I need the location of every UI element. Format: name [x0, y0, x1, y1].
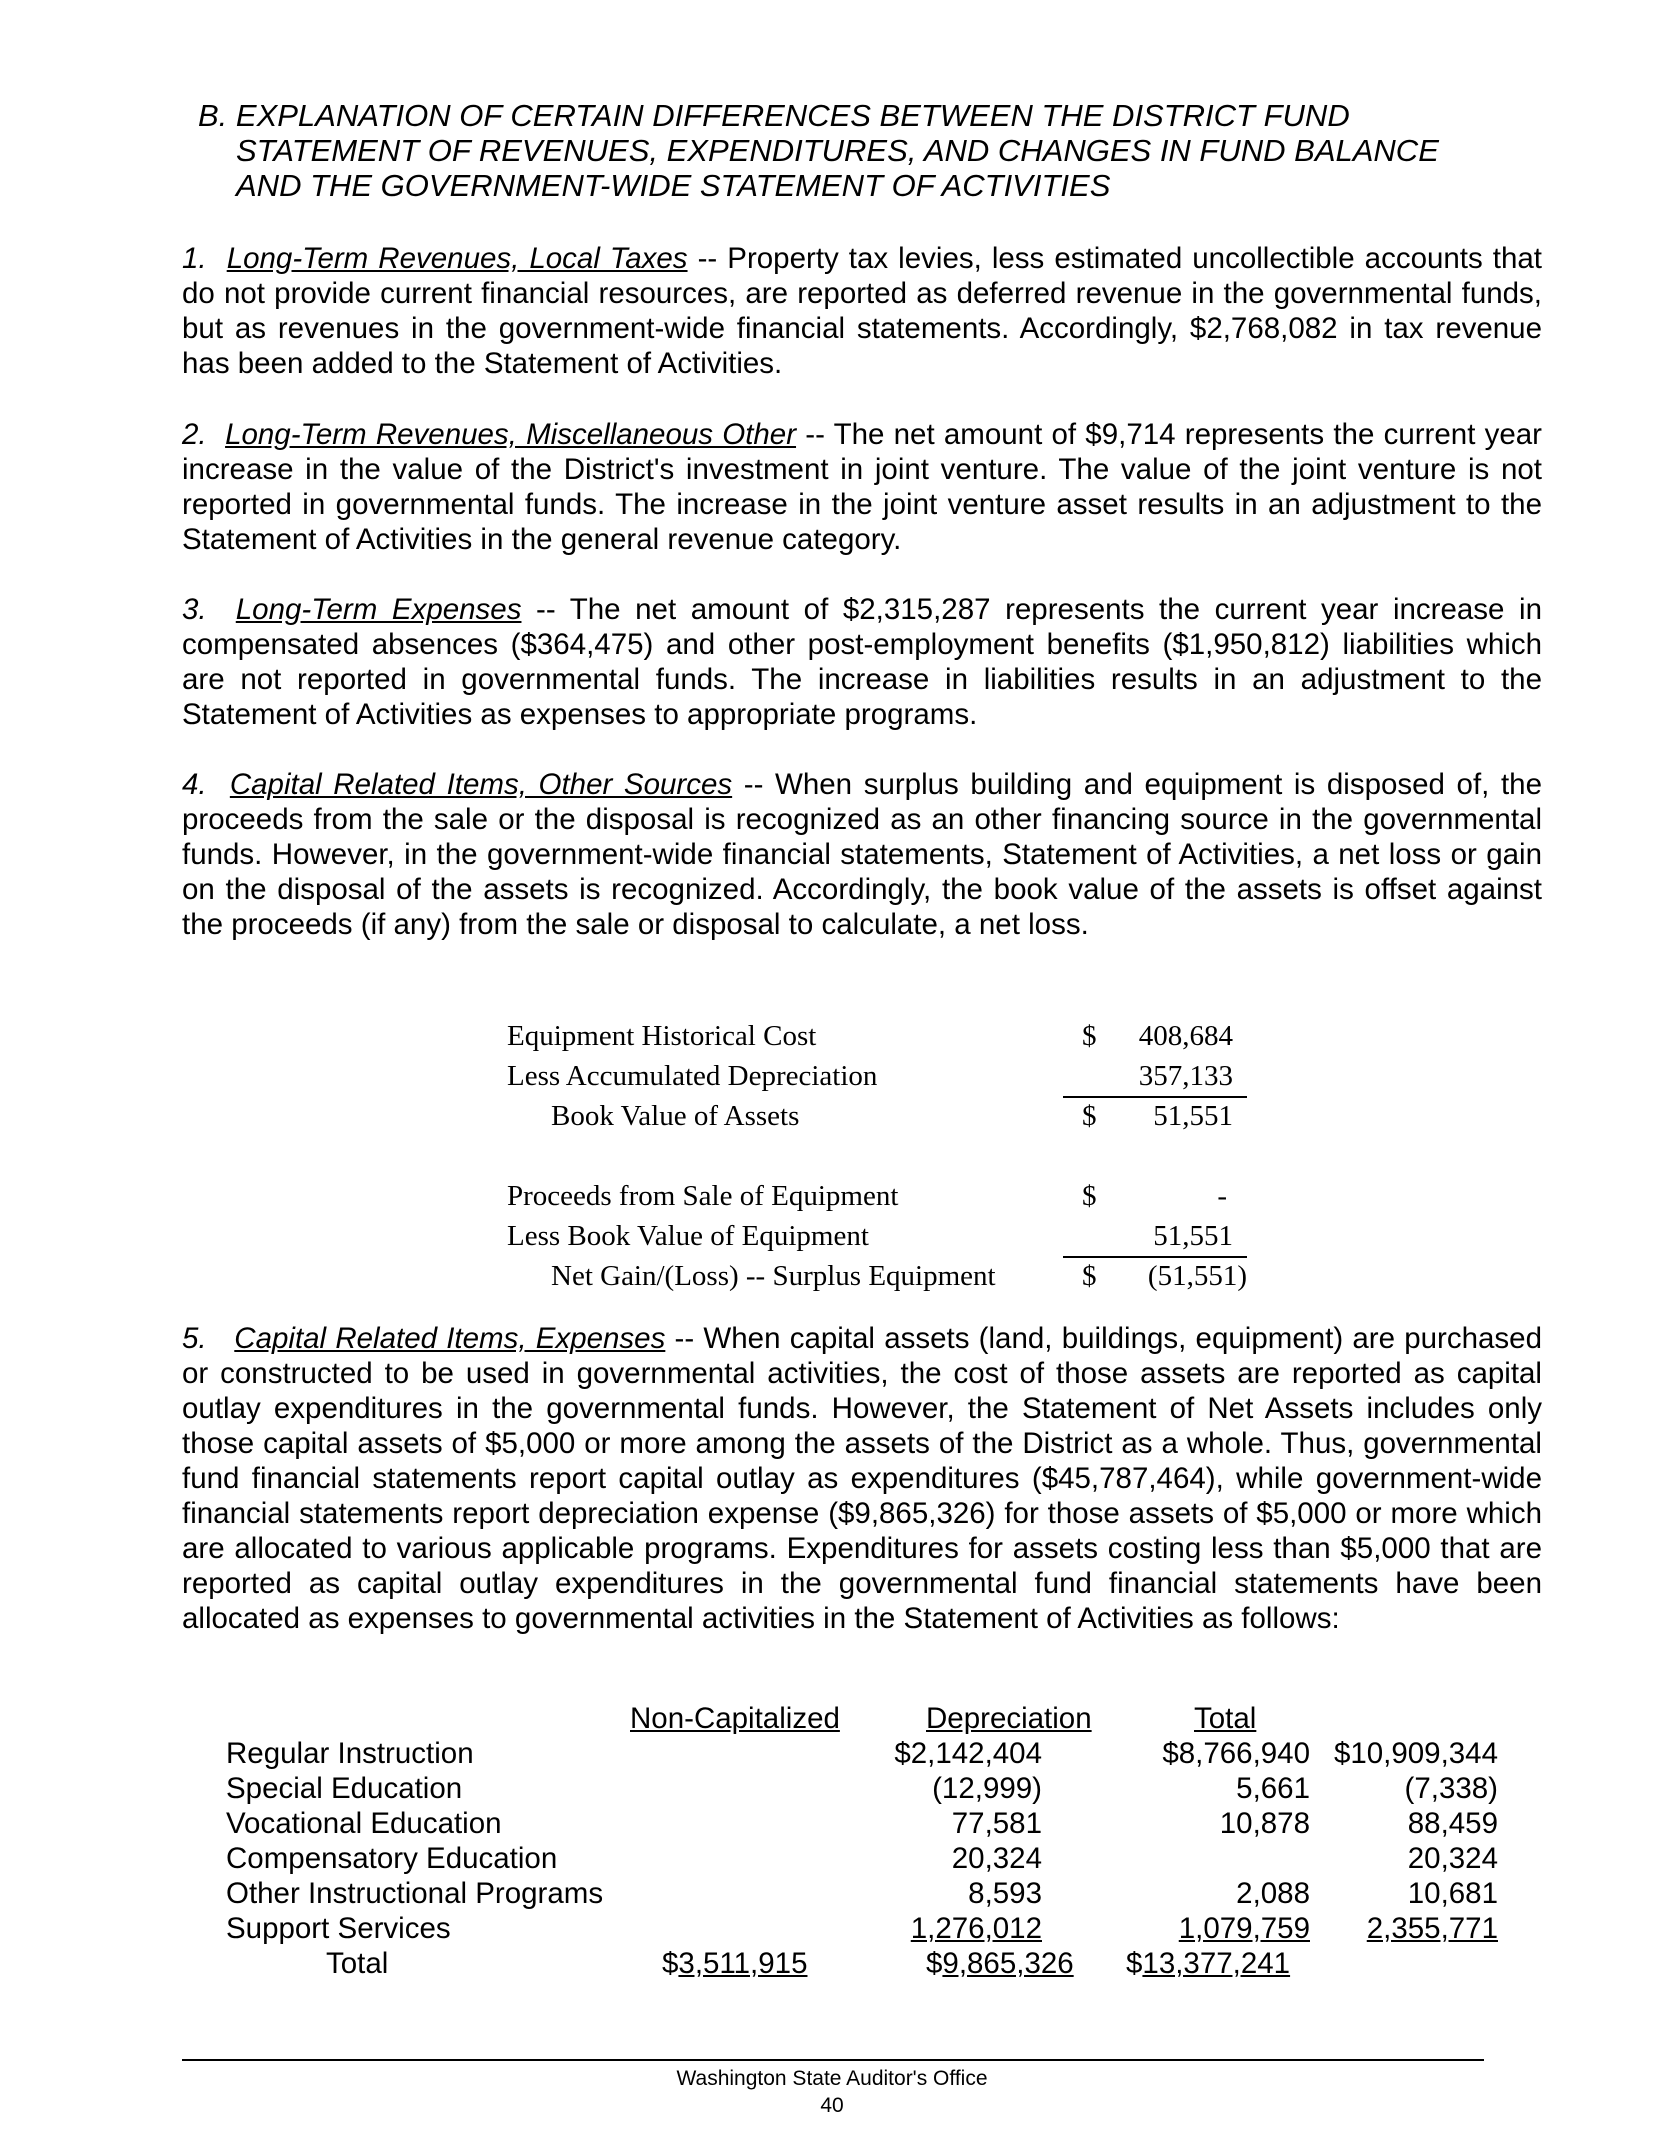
- item-title: Long-Term Revenues, Miscellaneous Other: [225, 418, 797, 451]
- row-label: Less Accumulated Depreciation: [507, 1060, 878, 1092]
- table-header-row: [226, 1701, 1346, 1736]
- paragraph-4: [182, 767, 1542, 942]
- table-row: [226, 1736, 1498, 1771]
- table-row: [226, 1911, 1498, 1946]
- item-title: Capital Related Items, Expenses: [234, 1322, 666, 1355]
- heading-line-3: AND THE GOVERNMENT-WIDE STATEMENT OF ACTIVITIES: [236, 168, 1111, 203]
- item-text: -- When capital assets (land, buildings, equipment) are purchased or constructed to be used in governmental activities, the cost of those assets are reported as capital outlay expenditures in the governmental funds. However, the Statement of Net Assets includes only those capital assets of $5,000 or more among the assets of the District as a whole. Thus, governmental fund financial statements report capital outlay as expenditures ($45,787,464), while government-wide financial statements report depreciation expense ($9,865,326) for those assets of $5,000 or more which are allocated to various applicable programs. Expenditures for assets costing less than $5,000 that are reported as capital outlay expenditures in the governmental fund financial statements have been allocated as expenses to governmental activities in the Statement of Activities as follows:: [182, 1322, 1542, 1635]
- paragraph-1: [182, 241, 1542, 381]
- item-number: 2.: [182, 418, 207, 451]
- heading-line-1: B. EXPLANATION OF CERTAIN DIFFERENCES BETWEEN THE DISTRICT FUND: [198, 98, 1350, 133]
- section-heading: [198, 98, 1538, 203]
- row-amount: 51,551: [1153, 1100, 1233, 1132]
- item-text: -- The net amount of $9,714 represents the current year increase in the value of the District's investment in joint venture. The value of the joint venture is not reported in governmental funds. The increase in the joint venture asset results in an adjustment to the Statement of Activities in the general revenue category.: [182, 418, 1542, 556]
- footer-rule: [182, 2059, 1484, 2061]
- table-row: [507, 1016, 1247, 1056]
- item-number: 3.: [182, 593, 207, 626]
- depreciation-cell: $8,766,940: [1162, 1737, 1310, 1770]
- row-amount: 357,133: [1138, 1060, 1233, 1092]
- table-row: [507, 1176, 1247, 1216]
- depreciation-cell: 2,088: [1236, 1877, 1310, 1910]
- item-text: -- When surplus building and equipment is disposed of, the proceeds from the sale or the disposal is recognized as an other financing source in the governmental funds. However, in the government-wide financial statements, Statement of Activities, a net loss or gain on the disposal of the assets is recognized. Accordingly, the book value of the assets is offset against the proceeds (if any) from the sale or disposal to calculate, a net loss.: [182, 768, 1542, 941]
- currency-symbol: $: [1082, 1100, 1097, 1132]
- allocation-table: [226, 1701, 1498, 1981]
- item-title: Long-Term Revenues, Local Taxes: [226, 242, 688, 275]
- row-label: Total: [326, 1947, 389, 1980]
- row-label: Proceeds from Sale of Equipment: [507, 1180, 899, 1212]
- page-number: 40: [820, 2094, 844, 2117]
- depreciation-cell: 10,878: [1219, 1807, 1310, 1840]
- row-amount: -: [1217, 1180, 1227, 1212]
- cell-value: 9,865,326: [942, 1947, 1074, 1980]
- noncap-cell: 1,276,012: [910, 1912, 1042, 1945]
- total-dep-cell: [926, 1946, 1074, 1981]
- currency-symbol: $: [1082, 1180, 1097, 1212]
- table-row: [507, 1216, 1247, 1256]
- noncap-cell: 20,324: [951, 1842, 1042, 1875]
- net-gain-table: [507, 1176, 1247, 1296]
- table-row: [507, 1256, 1247, 1296]
- currency-symbol: $: [1082, 1260, 1097, 1292]
- total-noncap-cell: [662, 1946, 807, 1981]
- item-number: 4.: [182, 768, 207, 801]
- currency-symbol: $: [662, 1947, 679, 1980]
- row-label: Net Gain/(Loss) -- Surplus Equipment: [551, 1260, 996, 1292]
- row-amount: 408,684: [1138, 1020, 1233, 1052]
- item-title: Long-Term Expenses: [235, 593, 522, 626]
- cell-value: 13,377,241: [1142, 1947, 1291, 1980]
- column-header: Depreciation: [926, 1702, 1092, 1735]
- row-label: Book Value of Assets: [551, 1100, 800, 1132]
- cell-value: 3,511,915: [678, 1947, 808, 1980]
- table-row: [226, 1876, 1498, 1911]
- total-cell: $10,909,344: [1333, 1737, 1498, 1770]
- column-header: Non-Capitalized: [630, 1702, 840, 1735]
- noncap-cell: $2,142,404: [894, 1737, 1042, 1770]
- column-header: Total: [1194, 1702, 1257, 1735]
- noncap-cell: (12,999): [932, 1772, 1042, 1805]
- program-cell: Support Services: [226, 1912, 451, 1945]
- total-cell: 2,355,771: [1366, 1912, 1498, 1945]
- item-number: 1.: [182, 242, 207, 275]
- depreciation-cell: 5,661: [1236, 1772, 1310, 1805]
- item-number: 5.: [182, 1322, 207, 1355]
- total-total-cell: [1126, 1946, 1290, 1981]
- row-label: Equipment Historical Cost: [507, 1020, 817, 1052]
- table-row: [226, 1806, 1498, 1841]
- item-title: Capital Related Items, Other Sources: [229, 768, 733, 801]
- row-amount: 51,551: [1153, 1220, 1233, 1252]
- heading-line-2: STATEMENT OF REVENUES, EXPENDITURES, AND CHANGES IN FUND BALANCE: [236, 133, 1439, 168]
- program-cell: Other Instructional Programs: [226, 1877, 604, 1910]
- paragraph-2: [182, 417, 1542, 557]
- currency-symbol: $: [926, 1947, 943, 1980]
- table-row: [507, 1056, 1247, 1096]
- program-cell: Vocational Education: [226, 1807, 502, 1840]
- item-text: -- The net amount of $2,315,287 represents the current year increase in compensated absences ($364,475) and other post-employment benefits ($1,950,812) liabilities which are not reported in governmental funds. The increase in liabilities results in an adjustment to the Statement of Activities as expenses to appropriate programs.: [182, 593, 1542, 731]
- item-text: -- Property tax levies, less estimated uncollectible accounts that do not provide current financial resources, are reported as deferred revenue in the governmental funds, but as revenues in the government-wide financial statements. Accordingly, $2,768,082 in tax revenue has been added to the Statement of Activities.: [182, 242, 1542, 380]
- total-cell: 20,324: [1407, 1842, 1498, 1875]
- paragraph-5: [182, 1321, 1542, 1636]
- paragraph-3: [182, 592, 1542, 732]
- noncap-cell: 8,593: [968, 1877, 1042, 1910]
- book-value-table: [507, 1016, 1247, 1136]
- row-label: Less Book Value of Equipment: [507, 1220, 869, 1252]
- table-row: [507, 1096, 1247, 1136]
- program-cell: Compensatory Education: [226, 1842, 558, 1875]
- depreciation-cell: 1,079,759: [1178, 1912, 1310, 1945]
- currency-symbol: $: [1126, 1947, 1143, 1980]
- noncap-cell: 77,581: [951, 1807, 1042, 1840]
- program-cell: Special Education: [226, 1772, 463, 1805]
- total-cell: 10,681: [1407, 1877, 1498, 1910]
- row-amount: (51,551): [1147, 1260, 1247, 1292]
- table-row: [226, 1841, 1498, 1876]
- program-cell: Regular Instruction: [226, 1737, 474, 1770]
- currency-symbol: $: [1082, 1020, 1097, 1052]
- footer-office: Washington State Auditor's Office: [676, 2067, 988, 2090]
- total-cell: (7,338): [1404, 1772, 1498, 1805]
- total-cell: 88,459: [1407, 1807, 1498, 1840]
- table-total-row: [226, 1946, 1346, 1981]
- table-row: [226, 1771, 1498, 1806]
